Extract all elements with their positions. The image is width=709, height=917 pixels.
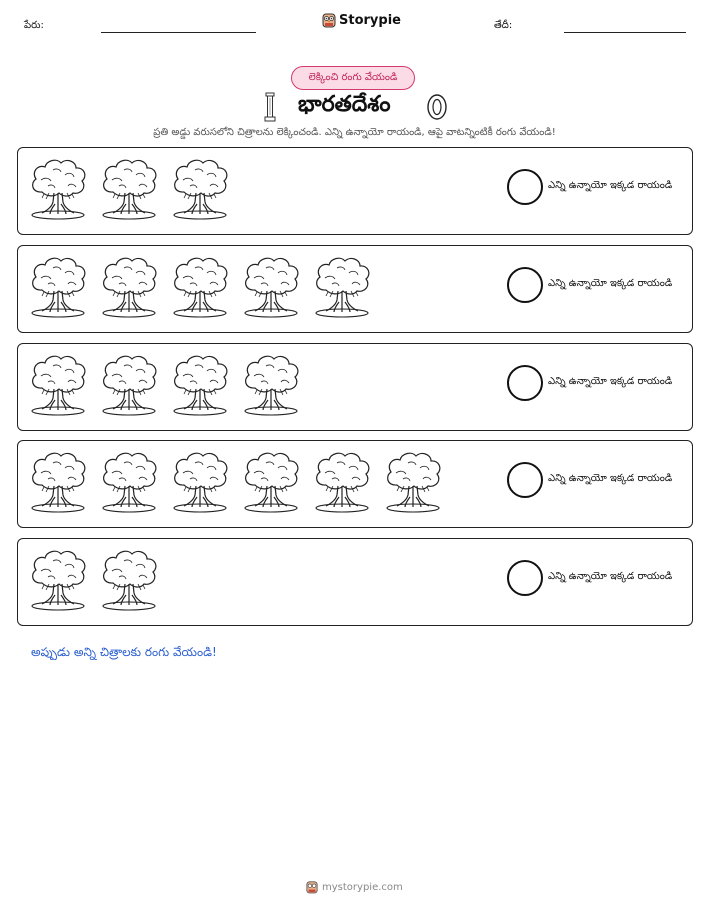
banyan-tree-icon[interactable] [28,156,88,220]
count-row [17,440,693,528]
count-row [17,343,693,431]
activity-badge: లెక్కించి రంగు వేయండి [291,66,415,90]
banyan-tree-icon[interactable] [99,254,159,318]
instructions: ప్రతి అడ్డు వరుసలోని చిత్రాలను లెక్కించండి. ఎన్ని ఉన్నాయో రాయండి, ఆపై వాటన్నింటికీ రంగు వేయండి! [153,127,556,138]
banyan-tree-icon[interactable] [28,254,88,318]
page-title: భారతదేశం [298,92,391,117]
banyan-tree-icon[interactable] [99,352,159,416]
owl-icon [322,12,336,28]
banyan-tree-icon[interactable] [170,156,230,220]
banyan-tree-icon[interactable] [28,547,88,611]
banyan-tree-icon[interactable] [99,156,159,220]
zero-icon [426,93,448,121]
banyan-tree-icon[interactable] [99,449,159,513]
banyan-tree-icon[interactable] [312,254,372,318]
brand-name: Storypie [339,12,401,28]
banyan-tree-icon[interactable] [170,352,230,416]
banyan-tree-icon[interactable] [241,254,301,318]
name-line[interactable] [101,32,256,33]
date-label: తేదీ: [494,20,513,31]
site-url[interactable]: mystorypie.com [322,881,403,893]
owl-icon [306,880,318,894]
answer-circle[interactable] [507,169,543,205]
answer-circle[interactable] [507,560,543,596]
banyan-tree-icon[interactable] [28,352,88,416]
banyan-tree-icon[interactable] [312,449,372,513]
banyan-tree-icon[interactable] [241,449,301,513]
banyan-tree-icon[interactable] [28,449,88,513]
banyan-tree-icon[interactable] [383,449,443,513]
count-row [17,147,693,235]
pillar-icon [262,91,278,123]
name-label: పేరు: [24,20,44,31]
brand-logo [322,12,401,28]
title-row [262,91,452,123]
answer-label: ఎన్ని ఉన్నాయో ఇక్కడ రాయండి [548,571,673,582]
answer-label: ఎన్ని ఉన్నాయో ఇక్కడ రాయండి [548,278,673,289]
footer-instruction: అప్పుడు అన్ని చిత్రాలకు రంగు వేయండి! [31,645,217,659]
banyan-tree-icon[interactable] [99,547,159,611]
date-line[interactable] [564,32,686,33]
count-row [17,245,693,333]
site-footer [306,880,403,894]
answer-circle[interactable] [507,267,543,303]
answer-label: ఎన్ని ఉన్నాయో ఇక్కడ రాయండి [548,180,673,191]
banyan-tree-icon[interactable] [170,254,230,318]
banyan-tree-icon[interactable] [170,449,230,513]
count-row [17,538,693,626]
answer-circle[interactable] [507,365,543,401]
answer-label: ఎన్ని ఉన్నాయో ఇక్కడ రాయండి [548,376,673,387]
answer-circle[interactable] [507,462,543,498]
answer-label: ఎన్ని ఉన్నాయో ఇక్కడ రాయండి [548,473,673,484]
banyan-tree-icon[interactable] [241,352,301,416]
